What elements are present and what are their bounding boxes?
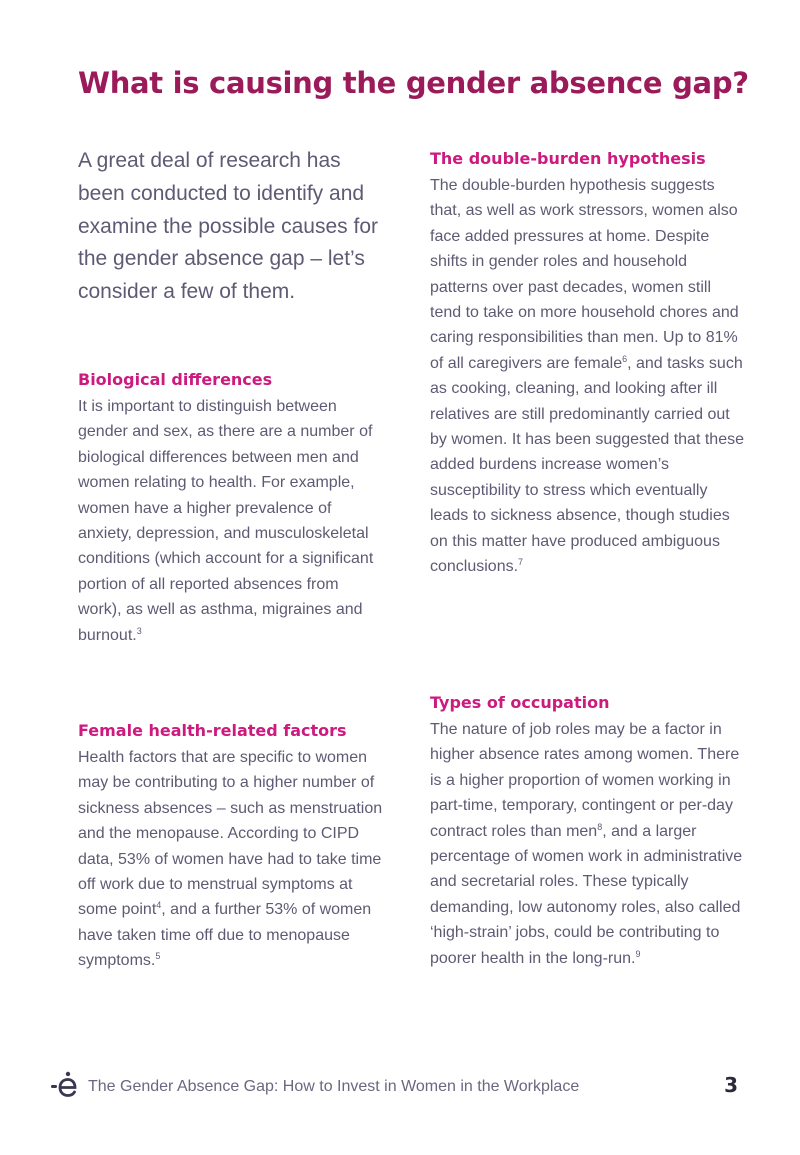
footer-text: The Gender Absence Gap: How to Invest in Women in the Workplace	[88, 1078, 580, 1095]
footnote-ref: 9	[635, 948, 641, 959]
footnote-ref: 3	[136, 625, 142, 636]
section-female-health-factors	[78, 719, 384, 974]
section-body: It is important to distinguish between gender and sex, as there are a number of biological differences between men and women relating to health. For example, women have a higher prevalence of anxiety, depression, and musculoskeletal conditions (which account for a significant portion of all reported absences from work), as well as asthma, migraines and burnout.$^3$	[78, 398, 374, 644]
footnote-ref: 6	[622, 353, 628, 364]
page-title: What is causing the gender absence gap?	[78, 66, 749, 100]
section-heading: Female health-related factors	[78, 721, 347, 740]
footnote-ref: 8	[597, 821, 603, 832]
section-body: The nature of job roles may be a factor in higher absence rates among women. There is a higher proportion of women working in part-time, temporary, contingent or per-day contract roles than men$^8$, and a larger percentage of women work in administrative and secretarial roles. These typically demanding, low autonomy roles, also called ‘high-strain’ jobs, could be contributing to poorer health in the long-run.$^9$	[430, 721, 743, 967]
footnote-ref: 4	[156, 900, 162, 911]
section-body: The double-burden hypothesis suggests that, as well as work stressors, women also face added pressures at home. Despite shifts in gender roles and household patterns over past decades, women still tend to take on more household chores and caring responsibilities than men. Up to 81% of all caregivers are female$^6$, and tasks such as cooking, cleaning, and looking after ill relatives are still predominantly carried out by women. It has been suggested that these added burdens increase women’s susceptibility to stress which eventually leads to sickness absence, though studies on this matter have produced ambiguous conclusions.$^7$	[430, 177, 744, 576]
section-types-of-occupation	[430, 691, 744, 971]
intro-paragraph: A great deal of research has been conducted to identify and examine the possible causes for the gender absence gap – let’s consider a few of them.	[78, 149, 378, 304]
footnote-ref: 5	[155, 951, 161, 962]
section-body: Health factors that are specific to women may be contributing to a higher number of sickness absences – such as menstruation and the menopause. According to CIPD data, 53% of women have had to take time off work due to menstrual symptoms at some point$^4$, and a further 53% of women have taken time off due to menopause symptoms.$^5$	[78, 749, 383, 970]
brand-e-logo-icon	[50, 1070, 80, 1100]
section-heading: Biological differences	[78, 370, 273, 389]
footnote-ref: 7	[518, 557, 524, 568]
page-number: 3	[724, 1073, 738, 1097]
section-heading: Types of occupation	[430, 693, 610, 712]
section-biological-differences	[78, 368, 384, 648]
page-footer	[50, 1068, 750, 1108]
section-double-burden	[430, 147, 744, 580]
section-heading: The double-burden hypothesis	[430, 149, 706, 168]
